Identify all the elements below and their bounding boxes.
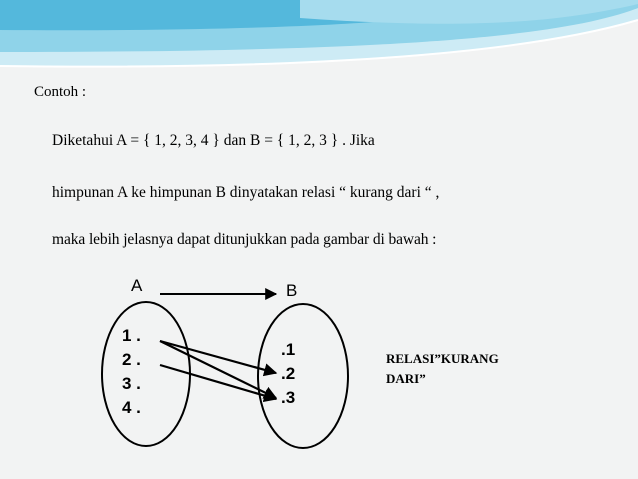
set-b-item: .1 [281, 340, 296, 359]
set-b-ellipse [258, 304, 348, 448]
set-b-label: B [286, 281, 298, 300]
relation-note [386, 349, 556, 389]
set-a-ellipse [102, 302, 190, 446]
set-a-item: 1 . [122, 326, 141, 345]
set-b-item: .2 [281, 364, 296, 383]
slide-heading: Contoh : [34, 84, 87, 100]
set-a-item: 2 . [122, 350, 141, 369]
relation-note-line-2: DARI” [386, 371, 426, 386]
slide-line-3: maka lebih jelasnya dapat ditunjukkan pada gambar di bawah : [52, 231, 437, 248]
slide-line-2: himpunan A ke himpunan B dinyatakan relasi “ kurang dari “ , [52, 184, 440, 201]
set-a-label: A [131, 276, 143, 295]
set-b-item: .3 [281, 388, 296, 407]
set-a-item: 3 . [122, 374, 141, 393]
set-a-items [122, 324, 141, 420]
relation-note-line-1: RELASI”KURANG [386, 351, 499, 366]
set-a-item: 4 . [122, 398, 141, 417]
slide-line-1: Diketahui A = { 1, 2, 3, 4 } dan B = { 1, 2, 3 } . Jika [52, 132, 375, 149]
set-b-items [281, 338, 295, 410]
